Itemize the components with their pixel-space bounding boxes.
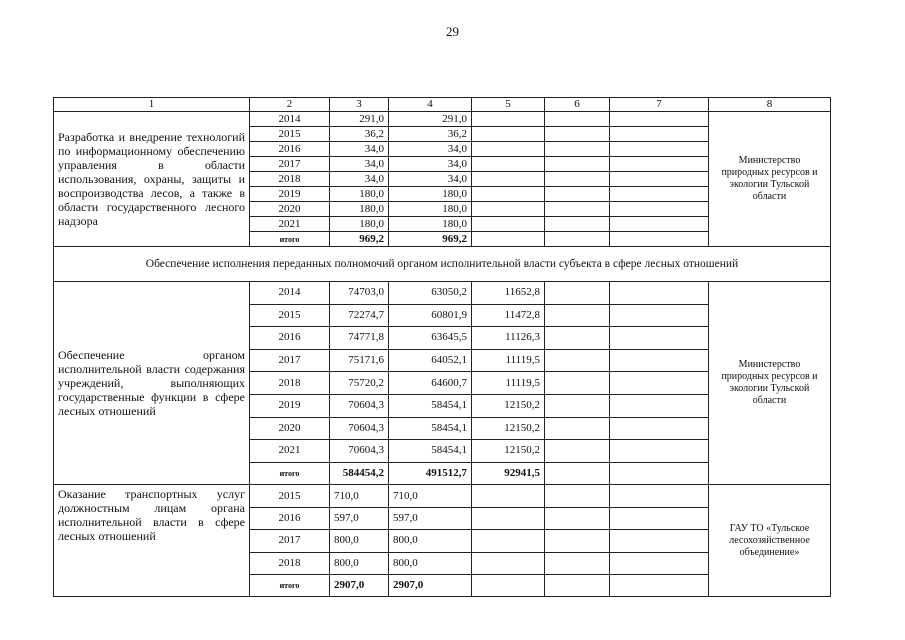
value-col3: 180,0 xyxy=(330,202,389,217)
value-col3: 597,0 xyxy=(330,507,389,529)
value-col3: 800,0 xyxy=(330,552,389,574)
total-label: итого xyxy=(250,462,330,485)
table-row xyxy=(54,282,831,305)
table-row xyxy=(54,485,831,507)
value-col4: 710,0 xyxy=(389,485,472,507)
executor: ГАУ ТО «Тульское лесохозяйственное объединение» xyxy=(709,485,831,597)
value-col7 xyxy=(610,440,709,463)
value-col7 xyxy=(610,485,709,507)
value-col7 xyxy=(610,327,709,350)
value-col4: 491512,7 xyxy=(389,462,472,485)
year-cell: 2018 xyxy=(250,172,330,187)
year-cell: 2017 xyxy=(250,530,330,552)
value-col6 xyxy=(545,485,610,507)
value-col6 xyxy=(545,507,610,529)
value-col5 xyxy=(472,507,545,529)
year-cell: 2021 xyxy=(250,217,330,232)
value-col6 xyxy=(545,232,610,247)
value-col7 xyxy=(610,507,709,529)
value-col4: 64600,7 xyxy=(389,372,472,395)
value-col3: 180,0 xyxy=(330,187,389,202)
executor: Министерство природных ресурсов и экологии Тульской области xyxy=(709,112,831,247)
value-col5 xyxy=(472,142,545,157)
year-cell: 2019 xyxy=(250,187,330,202)
value-col4: 34,0 xyxy=(389,157,472,172)
value-col5: 11472,8 xyxy=(472,304,545,327)
year-cell: 2016 xyxy=(250,327,330,350)
value-col5 xyxy=(472,202,545,217)
value-col5 xyxy=(472,232,545,247)
value-col4: 63645,5 xyxy=(389,327,472,350)
column-header: 8 xyxy=(709,98,831,112)
value-col6 xyxy=(545,282,610,305)
value-col7 xyxy=(610,217,709,232)
value-col6 xyxy=(545,462,610,485)
value-col4: 597,0 xyxy=(389,507,472,529)
value-col4: 60801,9 xyxy=(389,304,472,327)
year-cell: 2020 xyxy=(250,202,330,217)
value-col7 xyxy=(610,417,709,440)
value-col5 xyxy=(472,157,545,172)
value-col6 xyxy=(545,327,610,350)
value-col5: 12150,2 xyxy=(472,394,545,417)
value-col7 xyxy=(610,142,709,157)
value-col6 xyxy=(545,172,610,187)
value-col3: 800,0 xyxy=(330,530,389,552)
value-col5 xyxy=(472,485,545,507)
value-col6 xyxy=(545,440,610,463)
value-col7 xyxy=(610,127,709,142)
value-col3: 74771,8 xyxy=(330,327,389,350)
value-col5: 11119,5 xyxy=(472,372,545,395)
value-col5 xyxy=(472,112,545,127)
value-col5: 11119,5 xyxy=(472,349,545,372)
value-col6 xyxy=(545,217,610,232)
page-number: 29 xyxy=(446,24,459,39)
total-label: итого xyxy=(250,574,330,596)
value-col4: 36,2 xyxy=(389,127,472,142)
value-col7 xyxy=(610,202,709,217)
value-col5 xyxy=(472,574,545,596)
value-col3: 710,0 xyxy=(330,485,389,507)
value-col5 xyxy=(472,552,545,574)
column-header: 7 xyxy=(610,98,709,112)
value-col6 xyxy=(545,112,610,127)
section-title: Обеспечение исполнения переданных полномочий органом исполнительной власти субъекта в сфере лесных отношений xyxy=(54,247,831,282)
value-col5 xyxy=(472,127,545,142)
value-col5: 11652,8 xyxy=(472,282,545,305)
activity-description: Оказание транспортных услуг должностным лицам органа исполнительной власти в сфере лесных отношений xyxy=(54,485,250,597)
value-col4: 34,0 xyxy=(389,142,472,157)
year-cell: 2015 xyxy=(250,304,330,327)
value-col4: 34,0 xyxy=(389,172,472,187)
year-cell: 2016 xyxy=(250,142,330,157)
value-col4: 64052,1 xyxy=(389,349,472,372)
year-cell: 2015 xyxy=(250,485,330,507)
column-header: 6 xyxy=(545,98,610,112)
year-cell: 2018 xyxy=(250,372,330,395)
value-col3: 34,0 xyxy=(330,172,389,187)
year-cell: 2021 xyxy=(250,440,330,463)
year-cell: 2019 xyxy=(250,394,330,417)
column-header: 1 xyxy=(54,98,250,112)
value-col7 xyxy=(610,349,709,372)
value-col4: 969,2 xyxy=(389,232,472,247)
value-col7 xyxy=(610,157,709,172)
value-col4: 180,0 xyxy=(389,217,472,232)
value-col4: 58454,1 xyxy=(389,417,472,440)
value-col5: 12150,2 xyxy=(472,417,545,440)
value-col7 xyxy=(610,394,709,417)
value-col7 xyxy=(610,462,709,485)
table-row xyxy=(54,112,831,127)
executor: Министерство природных ресурсов и экологии Тульской области xyxy=(709,282,831,485)
value-col7 xyxy=(610,304,709,327)
value-col5: 12150,2 xyxy=(472,440,545,463)
value-col7 xyxy=(610,282,709,305)
value-col4: 180,0 xyxy=(389,187,472,202)
value-col4: 180,0 xyxy=(389,202,472,217)
year-cell: 2015 xyxy=(250,127,330,142)
value-col6 xyxy=(545,157,610,172)
value-col3: 75171,6 xyxy=(330,349,389,372)
value-col6 xyxy=(545,574,610,596)
value-col3: 36,2 xyxy=(330,127,389,142)
value-col3: 34,0 xyxy=(330,157,389,172)
section-row xyxy=(54,247,831,282)
value-col7 xyxy=(610,574,709,596)
value-col6 xyxy=(545,127,610,142)
value-col3: 291,0 xyxy=(330,112,389,127)
activity-description: Разработка и внедрение технологий по информационному обеспечению управления в области использования, охраны, защиты и воспроизводства лесов, а также в области государственного лесного надзора xyxy=(54,112,250,247)
value-col6 xyxy=(545,417,610,440)
value-col6 xyxy=(545,349,610,372)
value-col3: 180,0 xyxy=(330,217,389,232)
value-col3: 70604,3 xyxy=(330,417,389,440)
year-cell: 2017 xyxy=(250,157,330,172)
value-col6 xyxy=(545,187,610,202)
value-col4: 2907,0 xyxy=(389,574,472,596)
value-col5 xyxy=(472,530,545,552)
total-label: итого xyxy=(250,232,330,247)
value-col5: 92941,5 xyxy=(472,462,545,485)
value-col7 xyxy=(610,112,709,127)
value-col4: 63050,2 xyxy=(389,282,472,305)
budget-table xyxy=(53,97,831,597)
year-cell: 2014 xyxy=(250,282,330,305)
year-cell: 2018 xyxy=(250,552,330,574)
value-col3: 74703,0 xyxy=(330,282,389,305)
value-col7 xyxy=(610,372,709,395)
column-header: 3 xyxy=(330,98,389,112)
value-col3: 72274,7 xyxy=(330,304,389,327)
value-col7 xyxy=(610,552,709,574)
value-col3: 75720,2 xyxy=(330,372,389,395)
value-col3: 70604,3 xyxy=(330,394,389,417)
column-header: 4 xyxy=(389,98,472,112)
value-col3: 70604,3 xyxy=(330,440,389,463)
column-header: 2 xyxy=(250,98,330,112)
value-col4: 58454,1 xyxy=(389,394,472,417)
value-col5 xyxy=(472,187,545,202)
year-cell: 2017 xyxy=(250,349,330,372)
value-col7 xyxy=(610,172,709,187)
value-col4: 58454,1 xyxy=(389,440,472,463)
year-cell: 2014 xyxy=(250,112,330,127)
value-col6 xyxy=(545,394,610,417)
value-col4: 800,0 xyxy=(389,530,472,552)
value-col6 xyxy=(545,552,610,574)
value-col7 xyxy=(610,530,709,552)
value-col5 xyxy=(472,172,545,187)
activity-description: Обеспечение органом исполнительной власти содержания учреждений, выполняющих государственные функции в сфере лесных отношений xyxy=(54,282,250,485)
value-col6 xyxy=(545,304,610,327)
header-row xyxy=(54,98,831,112)
value-col3: 969,2 xyxy=(330,232,389,247)
year-cell: 2020 xyxy=(250,417,330,440)
value-col6 xyxy=(545,202,610,217)
value-col5: 11126,3 xyxy=(472,327,545,350)
value-col6 xyxy=(545,142,610,157)
value-col6 xyxy=(545,372,610,395)
year-cell: 2016 xyxy=(250,507,330,529)
value-col5 xyxy=(472,217,545,232)
value-col4: 291,0 xyxy=(389,112,472,127)
value-col3: 2907,0 xyxy=(330,574,389,596)
value-col3: 34,0 xyxy=(330,142,389,157)
column-header: 5 xyxy=(472,98,545,112)
value-col3: 584454,2 xyxy=(330,462,389,485)
value-col7 xyxy=(610,232,709,247)
value-col6 xyxy=(545,530,610,552)
value-col7 xyxy=(610,187,709,202)
value-col4: 800,0 xyxy=(389,552,472,574)
